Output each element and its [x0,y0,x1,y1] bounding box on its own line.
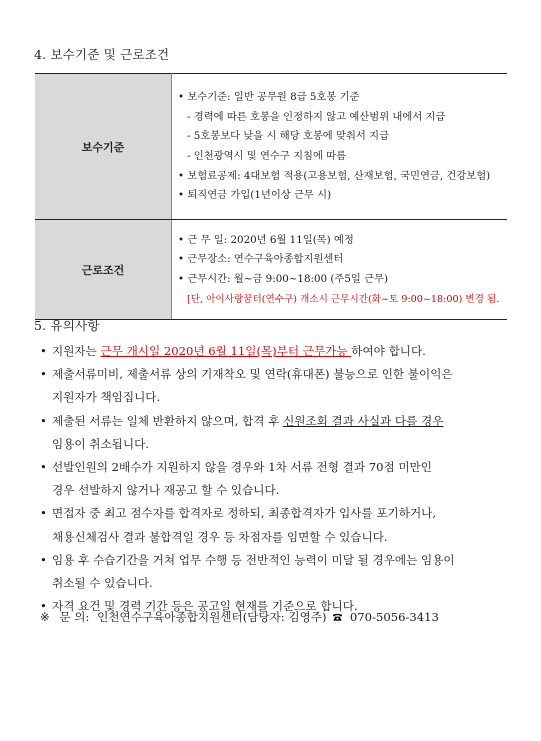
note-text: 채용신체검사 결과 불합격일 경우 등 차점자를 임면할 수 있습니다. [52,529,388,544]
note-line [52,410,500,433]
notes-list [40,340,500,618]
note-line [52,479,500,502]
note-text: 선발인원의 2배수가 지원하지 않을 경우와 1차 서류 전형 결과 70점 미만인 [52,460,432,475]
note-text: 하여야 합니다. [351,344,426,358]
condition-line: - 경력에 따른 호봉을 인정하지 않고 예산범위 내에서 지급 [187,110,446,123]
row-header: 근로조건 [35,220,172,320]
bullet: • [40,506,47,521]
table-row [35,220,507,320]
list-item [40,363,500,409]
note-text: 면접자 중 최고 점수자를 합격자로 정하되, 최종합격자가 입사를 포기하거나, [52,506,437,521]
contact-line [40,609,439,625]
bullet: • [40,344,47,358]
condition-line: - 5호봉보다 낮을 시 해당 호봉에 맞춰서 지급 [187,130,390,143]
condition-line: • 퇴직연금 가입(1년이상 근무 시) [178,189,332,202]
bullet: • [40,413,47,428]
note-emphasis: 신원조회 결과 사실과 다를 경우 [283,413,444,428]
conditions-table [35,73,507,320]
note-line [52,433,500,456]
contact-org: 인천연수구육아종합지원센터(담당자: 김영주) [97,610,327,624]
note-text: 지원자가 책임집니다. [52,390,161,405]
note-text: 지원자는 [52,344,101,358]
row-header: 보수기준 [35,74,172,220]
row-body [172,74,508,220]
contact-label: 문 의: [59,610,90,624]
bullet: • [40,552,47,567]
note-line [52,386,500,409]
bullet: • [40,460,47,475]
note-text: 임용이 취소됩니다. [52,436,149,451]
condition-line: - 인천광역시 및 연수구 지침에 따름 [187,150,347,162]
note-text: 취소될 수 있습니다. [52,576,153,591]
list-item [40,340,500,363]
list-item [40,456,500,502]
list-item [40,502,500,548]
note-text: 제출된 서류는 일체 반환하지 않으며, 합격 후 [52,413,284,428]
note-text: 자격 요건 및 경력 기간 등은 공고일 현재를 기준으로 합니다. [52,599,358,614]
contact-phone: 070-5056-3413 [349,610,439,624]
note-line [52,526,500,549]
note-line [52,502,500,525]
note-line [52,572,500,595]
condition-line: • 보험료공제: 4대보험 적용(고용보험, 산재보험, 국민연금, 건강보험) [178,169,491,182]
row-body [172,220,508,320]
condition-line: • 근 무 일: 2020년 6월 11일(목) 예정 [178,233,354,246]
note-line [52,549,500,572]
table-row [35,74,507,220]
note-line [52,456,500,479]
phone-icon [332,611,343,625]
section4-title: 4. 보수기준 및 근로조건 [34,47,170,62]
note-emphasis: 근무 개시일 2020년 6월 11일(목)부터 근무가능 [100,344,352,358]
note-text: 제출서류미비, 제출서류 상의 기재착오 및 연락(휴대폰) 불능으로 인한 불이익은 [52,367,453,382]
note-line [52,340,500,363]
note-text: 경우 선발하지 않거나 재공고 할 수 있습니다. [52,483,280,498]
note-text: 임용 후 수습기간을 거쳐 업무 수행 등 전반적인 능력이 미달 될 경우에는 임용이 [52,552,455,567]
list-item [40,410,500,456]
bullet: • [40,599,47,614]
condition-line: • 근무장소: 연수구육아종합지원센터 [178,253,344,266]
note-line [52,363,500,386]
bullet: • [40,367,47,382]
condition-line: • 근무시간: 월~금 9:00~18:00 (주5일 근무) [178,273,389,285]
condition-line: [단, 아이사랑꿈터(연수구) 개소시 근무시간(화~토 9:00~18:00) 변경 됨. [187,293,500,305]
condition-line: • 보수기준: 일반 공무원 8급 5호봉 기준 [178,91,360,104]
list-item [40,549,500,595]
section5-title: 5. 유의사항 [34,318,100,333]
reference-mark: ※ [40,610,50,624]
